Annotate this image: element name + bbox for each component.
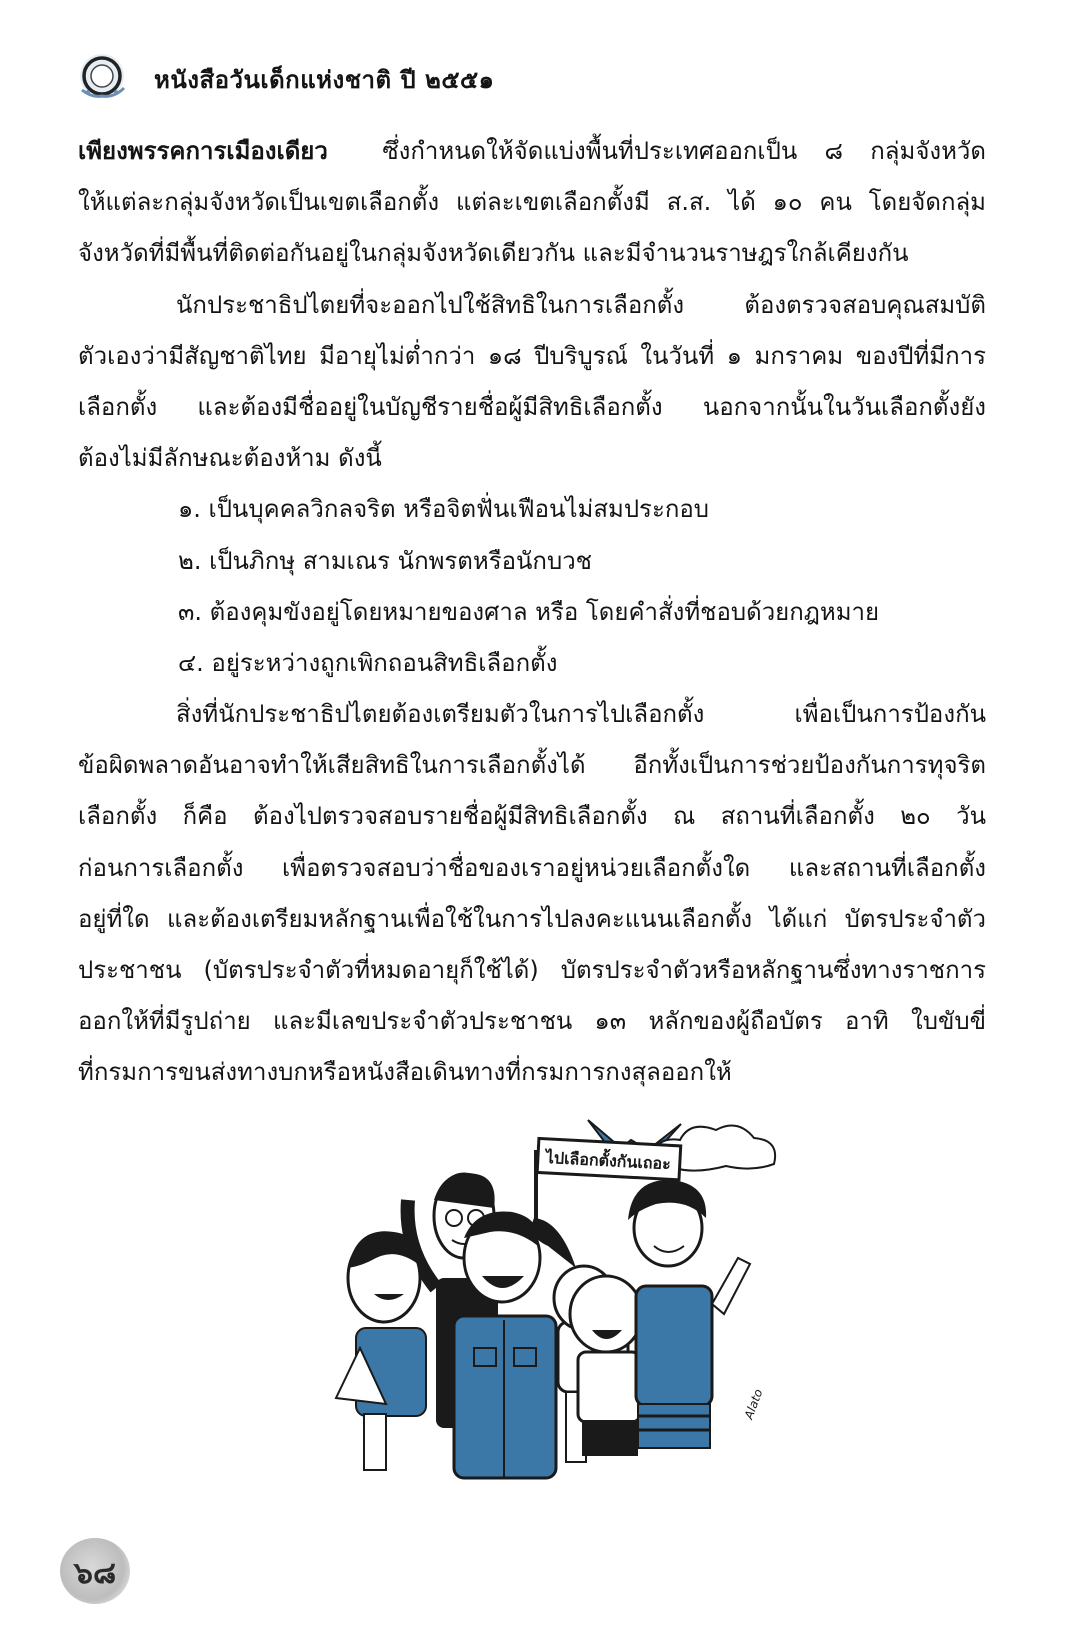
paragraph-line: ก่อนการเลือกตั้ง เพื่อตรวจสอบว่าชื่อของเราอยู่หน่วยเลือกตั้งใด และสถานที่เลือกตั้ง xyxy=(78,853,986,882)
page-header xyxy=(74,46,974,102)
paragraph-line: จังหวัดที่มีพื้นที่ติดต่อกันอยู่ในกลุ่มจังหวัดเดียวกัน และมีจำนวนราษฎรใกล้เคียงกัน xyxy=(78,239,909,268)
paragraph-line: ข้อผิดพลาดอันอาจทำให้เสียสิทธิในการเลือกตั้งได้ อีกทั้งเป็นการช่วยป้องกันการทุจริต xyxy=(78,751,986,780)
paragraph-line xyxy=(78,126,986,177)
paragraph-line: ประชาชน (บัตรประจำตัวที่หมดอายุก็ใช้ได้) บัตรประจำตัวหรือหลักฐานซึ่งทางราชการ xyxy=(78,956,986,984)
artist-signature: Alato xyxy=(741,1387,766,1422)
paragraph-line: ต้องไม่มีลักษณะต้องห้าม ดังนี้ xyxy=(78,444,382,473)
header-title: หนังสือวันเด็กแห่งชาติ ปี ๒๕๕๑ xyxy=(154,66,495,94)
list-item: ๒. เป็นภิกษุ สามเณร นักพรตหรือนักบวช xyxy=(178,546,592,575)
list-item: ๔. อยู่ระหว่างถูกเพิกถอนสิทธิเลือกตั้ง xyxy=(178,648,558,677)
paragraph-line: ตัวเองว่ามีสัญชาติไทย มีอายุไม่ต่ำกว่า ๑๘ ปีบริบูรณ์ ในวันที่ ๑ มกราคม ของปีที่มีการ xyxy=(78,341,986,370)
list-item: ๓. ต้องคุมขังอยู่โดยหมายของศาล หรือ โดยคำสั่งที่ชอบด้วยกฎหมาย xyxy=(178,597,880,626)
character-uniform-man xyxy=(454,1212,556,1478)
cartoon-illustration xyxy=(276,1108,844,1488)
bold-phrase: เพียงพรรคการเมืองเดียว xyxy=(78,137,328,165)
paragraph-line: ให้แต่ละกลุ่มจังหวัดเป็นเขตเลือกตั้ง แต่ละเขตเลือกตั้งมี ส.ส. ได้ ๑๐ คน โดยจัดกลุ่ม xyxy=(78,188,986,217)
circular-emblem-icon xyxy=(74,46,130,102)
page-number xyxy=(60,1538,130,1604)
sign-text: ไปเลือกตั้งกันเถอะ xyxy=(545,1147,672,1174)
body-text xyxy=(78,126,986,1099)
paragraph-line: อยู่ที่ใด และต้องเตรียมหลักฐานเพื่อใช้ในการไปลงคะแนนเลือกตั้ง ได้แก่ บัตรประจำตัว xyxy=(78,904,986,933)
character-woman-right xyxy=(628,1180,750,1448)
text-span: ซึ่งกำหนดให้จัดแบ่งพื้นที่ประเทศออกเป็น ๘ กลุ่มจังหวัด xyxy=(382,137,986,165)
paragraph-line: สิ่งที่นักประชาธิปไตยต้องเตรียมตัวในการไปเลือกตั้ง เพื่อเป็นการป้องกัน xyxy=(176,700,986,729)
paragraph-line: เลือกตั้ง และต้องมีชื่ออยู่ในบัญชีรายชื่อผู้มีสิทธิเลือกตั้ง นอกจากนั้นในวันเลือกตั้งยัง xyxy=(78,392,986,421)
character-boy-left xyxy=(336,1231,426,1470)
paragraph-line: ที่กรมการขนส่งทางบกหรือหนังสือเดินทางที่กรมการกงสุลออกให้ xyxy=(78,1058,732,1087)
paragraph-line: ออกให้ที่มีรูปถ่าย และมีเลขประจำตัวประชาชน ๑๓ หลักของผู้ถือบัตร อาทิ ใบขับขี่ xyxy=(78,1007,986,1036)
page-number-text: ๖๘ xyxy=(73,1556,117,1591)
paragraph-line: นักประชาธิปไตยที่จะออกไปใช้สิทธิในการเลือกตั้ง ต้องตรวจสอบคุณสมบัติ xyxy=(176,290,986,319)
list-item: ๑. เป็นบุคคลวิกลจริต หรือจิตฟั่นเฟือนไม่สมประกอบ xyxy=(178,495,710,524)
paragraph-line: เลือกตั้ง ก็คือ ต้องไปตรวจสอบรายชื่อผู้มีสิทธิเลือกตั้ง ณ สถานที่เลือกตั้ง ๒๐ วัน xyxy=(78,802,986,831)
